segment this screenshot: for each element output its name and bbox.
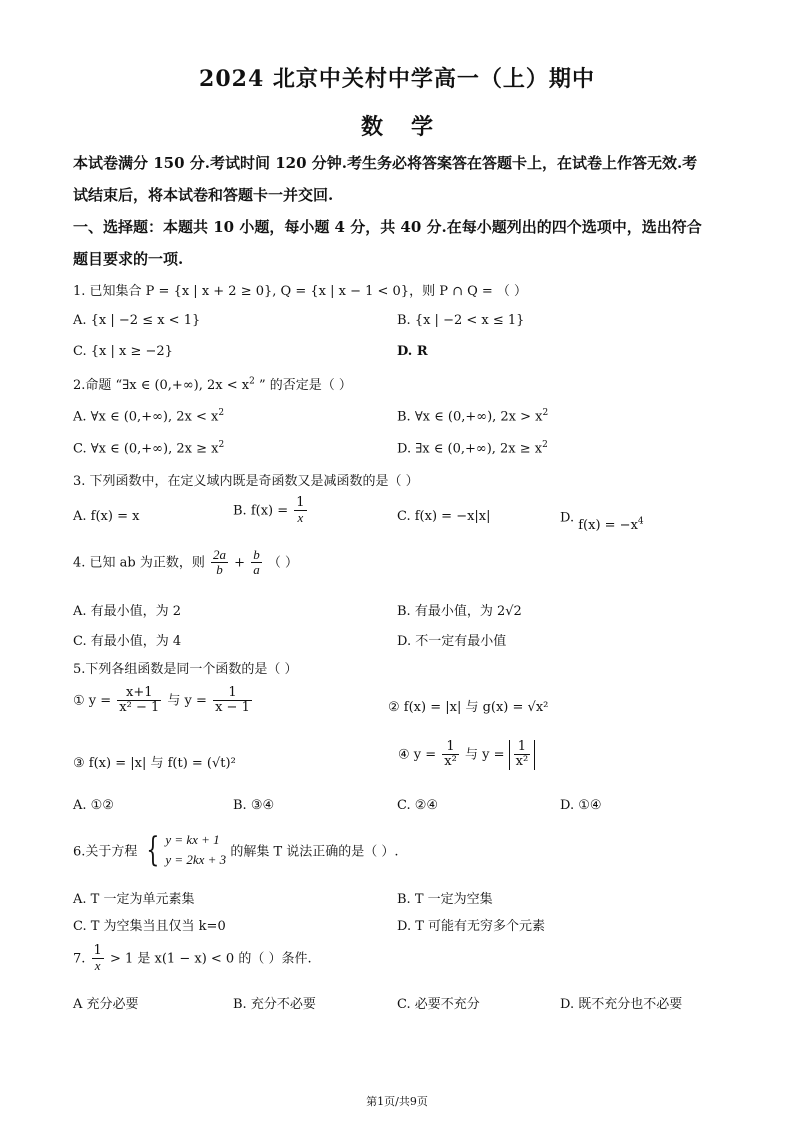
q1-option-c: C. {x | x ≥ −2} <box>73 344 173 359</box>
page-footer: 第1页/共9页 <box>366 1095 428 1108</box>
q2-stem-exp: 2 <box>249 376 255 387</box>
q7-option-c: C. 必要不充分 <box>397 997 480 1012</box>
q2-option-d: D. ∃x ∈ (0,+∞), $2x \ge x^2$ <box>397 440 548 457</box>
q7-option-a: A 充分必要 <box>73 997 139 1012</box>
q7-option-d: D. 既不充分也不必要 <box>560 997 683 1012</box>
q6-option-a: A. T 一定为单元素集 <box>73 892 195 907</box>
q4-option-d: D. 不一定有最小值 <box>397 634 507 649</box>
q5-option-a: A. ①② <box>73 798 114 813</box>
q5-group-2: ② f(x) = |x| 与 g(x) = √x² <box>388 700 549 715</box>
question-4-stem: 4. 已知 ab 为正数，则 $\frac{2a}{b}$ + $\frac{b}{a}$ （ ） <box>73 547 298 578</box>
section-heading-line-1: 一、选择题：本题共 10 小题，每小题 4 分，共 40 分.在每小题列出的四个选项中，选出符合 <box>73 218 702 236</box>
q3-option-d: D. $f(x) = -x^4$ <box>560 510 644 534</box>
question-6-stem: 6.关于方程 { y = kx + 1 y = 2kx + 3 的解集 T 说法正确的是（ ）. <box>73 830 399 871</box>
q6-option-c: C. T 为空集当且仅当 k=0 <box>73 919 226 934</box>
q5-group-4: ④ y = $\frac{1}{\text{x²}}$ 与 y = $\frac{1}{\text{x²}}$ <box>398 740 535 770</box>
q5-option-b: B. ③④ <box>233 798 275 813</box>
q4-option-a: A. 有最小值，为 2 <box>73 604 182 619</box>
q2-option-a: A. ∀x ∈ (0,+∞), $2x < x^2$ <box>73 408 225 425</box>
question-1-stem: 1. 已知集合 P = {x | x + 2 ≥ 0}, Q = {x | x − 1 < 0}，则 P ∩ Q = （ ） <box>73 284 528 299</box>
q4-option-c: C. 有最小值，为 4 <box>73 634 182 649</box>
page-title: 2024 北京中关村中学高一（上）期中 <box>199 66 595 92</box>
subject-heading: 数学 <box>360 114 461 140</box>
q2-option-b: B. ∀x ∈ (0,+∞), $2x > x^2$ <box>397 408 549 425</box>
q1-option-d: D. R <box>397 344 428 359</box>
question-2-stem <box>73 374 352 393</box>
q5-group-3: ③ f(x) = |x| 与 f(t) = (√t)² <box>73 756 236 771</box>
q6-option-d: D. T 可能有无穷多个元素 <box>397 919 546 934</box>
q1-option-b: B. {x | −2 < x ≤ 1} <box>397 313 525 328</box>
q6-option-b: B. T 一定为空集 <box>397 892 493 907</box>
question-5-stem: 5.下列各组函数是同一个函数的是（ ） <box>73 662 298 677</box>
q4-option-b: B. 有最小值，为 2√2 <box>397 604 522 619</box>
q3-option-b: B. f(x) = $\frac{1}{x}$ <box>233 495 305 526</box>
q2-stem-tail: ” 的否定是（ ） <box>254 378 352 393</box>
section-heading-line-2: 题目要求的一项. <box>73 250 184 268</box>
q1-option-a: A. {x | −2 ≤ x < 1} <box>73 313 201 328</box>
q3-option-c: C. f(x) = −x|x| <box>397 509 491 524</box>
question-7-stem: 7. $\frac{1}{x}$ > 1 是 x(1 − x) < 0 的（ ）条件. <box>73 943 312 974</box>
brace-icon: { <box>145 830 159 871</box>
equation-system: y = kx + 1 y = 2kx + 3 <box>165 832 227 868</box>
q5-option-c: C. ②④ <box>397 798 439 813</box>
question-3-stem: 3. 下列函数中，在定义域内既是奇函数又是减函数的是（ ） <box>73 474 419 489</box>
q3-option-a: A. f(x) = x <box>73 509 140 524</box>
q5-option-d: D. ①④ <box>560 798 602 813</box>
q2-stem-main: 2.命题 “∃x ∈ (0,+∞), 2x < x <box>73 378 250 393</box>
q2-option-c: C. ∀x ∈ (0,+∞), $2x \ge x^2$ <box>73 440 225 457</box>
instructions-line-1: 本试卷满分 150 分.考试时间 120 分钟.考生务必将答案答在答题卡上，在试卷上作答无效.考 <box>73 154 698 172</box>
instructions-line-2: 试结束后，将本试卷和答题卡一并交回. <box>73 186 334 204</box>
q5-group-1: ① y = $\frac{x+1}{\text{x² − 1}}$ 与 y = $\frac{1}{x - 1}$ <box>73 685 250 716</box>
q7-option-b: B. 充分不必要 <box>233 997 316 1012</box>
